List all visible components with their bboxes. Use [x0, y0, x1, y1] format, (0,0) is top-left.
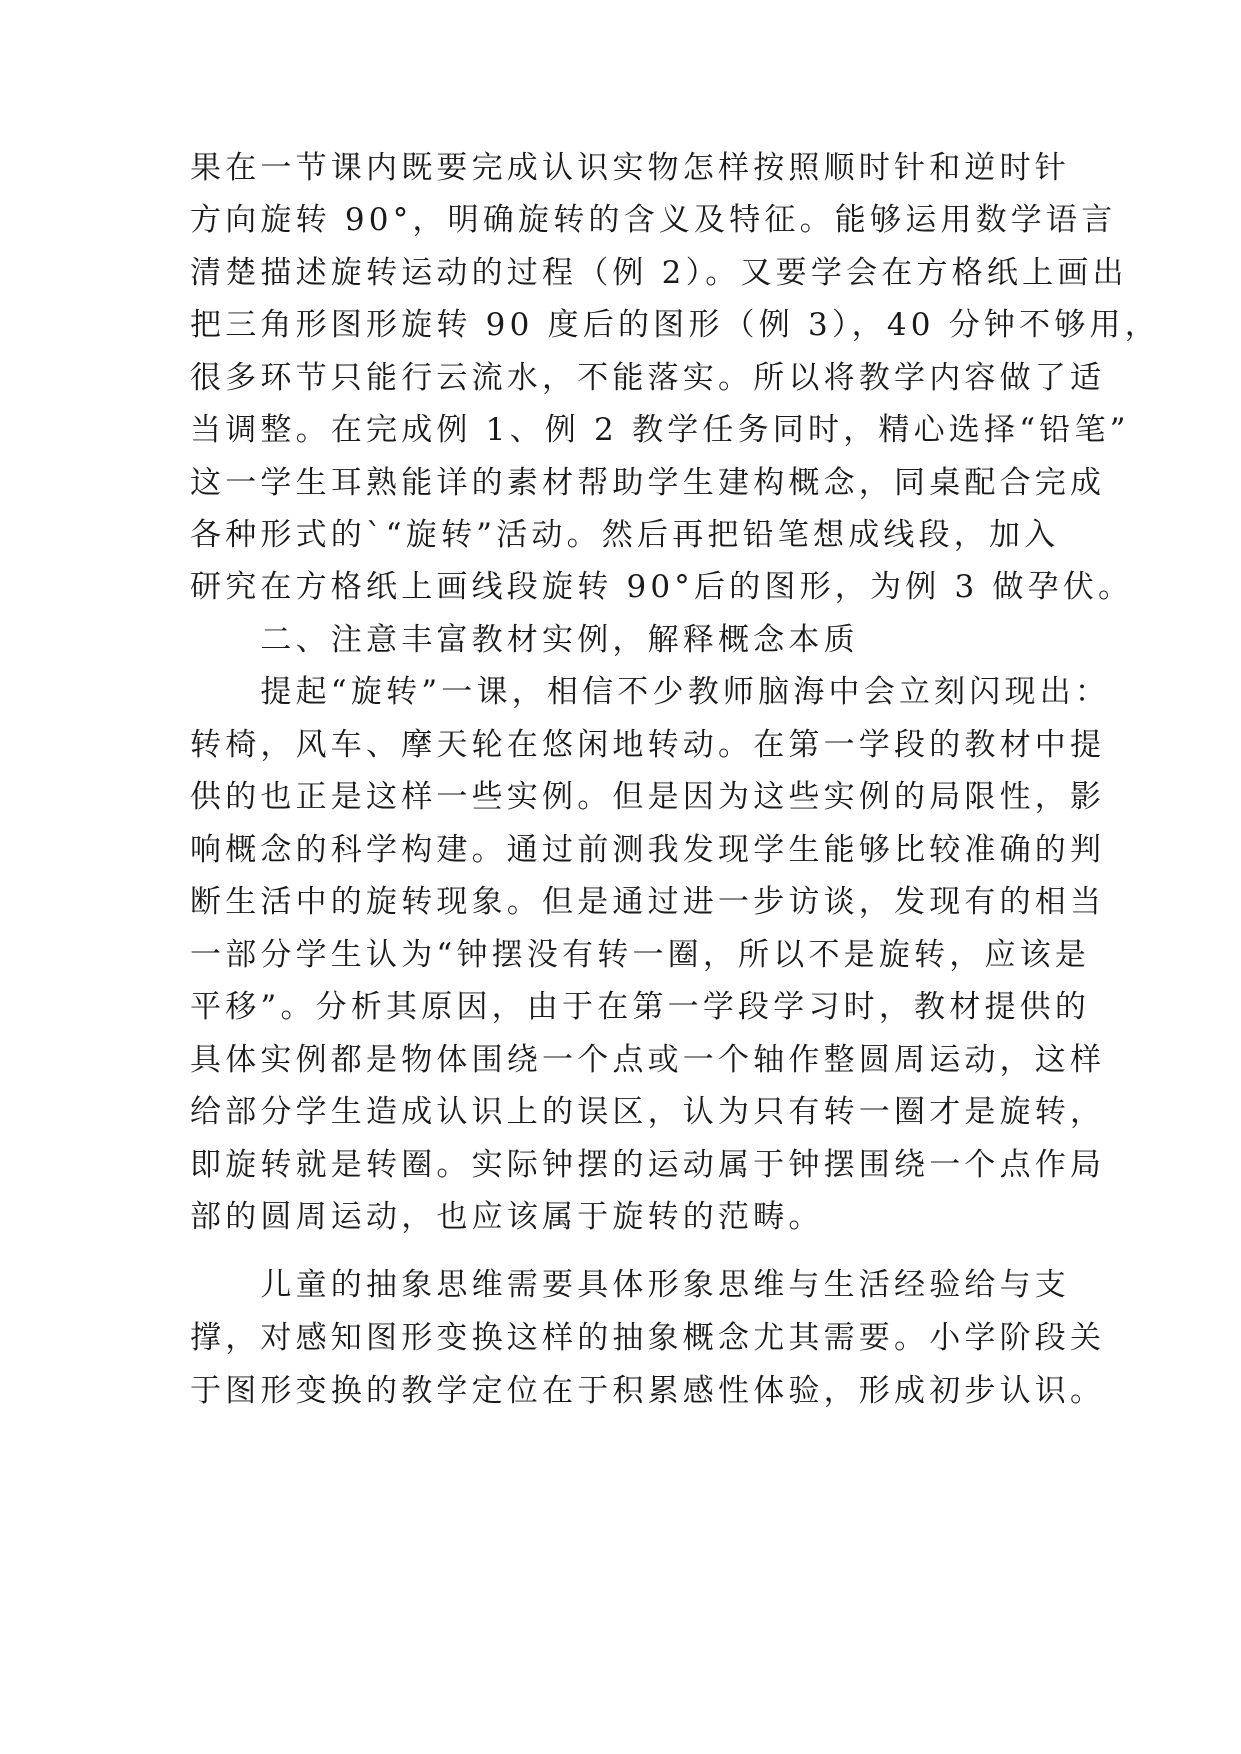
text-line: 研究在方格纸上画线段旋转 90°后的图形，为例 3 做孕伏。 — [190, 569, 1134, 605]
text-line: 很多环节只能行云流水，不能落实。所以将教学内容做了适 — [190, 360, 1106, 396]
section-heading: 二、注意丰富教材实例，解释概念本质 — [190, 622, 859, 658]
text-line: 撑，对感知图形变换这样的抽象概念尤其需要。小学阶段关 — [190, 1320, 1106, 1356]
text-line: 具体实例都是物体围绕一个点或一个轴作整圆周运动，这样 — [190, 1042, 1106, 1078]
text-line: 平移”。分析其原因，由于在第一学段学习时，教材提供的 — [190, 989, 1091, 1025]
text-line: 一部分学生认为“钟摆没有转一圈，所以不是旋转，应该是 — [190, 937, 1091, 973]
text-line: 部的圆周运动，也应该属于旋转的范畴。 — [190, 1199, 824, 1235]
text-line: 断生活中的旋转现象。但是通过进一步访谈，发现有的相当 — [190, 884, 1106, 920]
text-line: 把三角形图形旋转 90 度后的图形（例 3），40 分钟不够用， — [190, 307, 1160, 343]
text-line: 即旋转就是转圈。实际钟摆的运动属于钟摆围绕一个点作局 — [190, 1147, 1106, 1183]
text-line: 清楚描述旋转运动的过程（例 2）。又要学会在方格纸上画出 — [190, 255, 1128, 291]
text-line: 转椅，风车、摩天轮在悠闲地转动。在第一学段的教材中提 — [190, 727, 1106, 763]
text-line: 这一学生耳熟能详的素材帮助学生建构概念，同桌配合完成 — [190, 465, 1106, 501]
text-line: 供的也正是这样一些实例。但是因为这些实例的局限性，影 — [190, 779, 1106, 815]
text-line: 响概念的科学构建。通过前测我发现学生能够比较准确的判 — [190, 832, 1106, 868]
text-line: 儿童的抽象思维需要具体形象思维与生活经验给与支 — [190, 1267, 1070, 1303]
text-line: 提起“旋转”一课，相信不少教师脑海中会立刻闪现出： — [190, 674, 1111, 710]
text-line: 果在一节课内既要完成认识实物怎样按照顺时针和逆时针 — [190, 150, 1070, 186]
text-line: 当调整。在完成例 1、例 2 教学任务同时，精心选择“铅笔” — [190, 412, 1130, 448]
text-line: 给部分学生造成认识上的误区，认为只有转一圈才是旋转， — [190, 1094, 1106, 1130]
text-line: 方向旋转 90°，明确旋转的含义及特征。能够运用数学语言 — [190, 202, 1117, 238]
text-line: 于图形变换的教学定位在于积累感性体验，形成初步认识。 — [190, 1373, 1106, 1409]
text-line: 各种形式的`“旋转”活动。然后再把铅笔想成线段，加入 — [190, 517, 1060, 553]
